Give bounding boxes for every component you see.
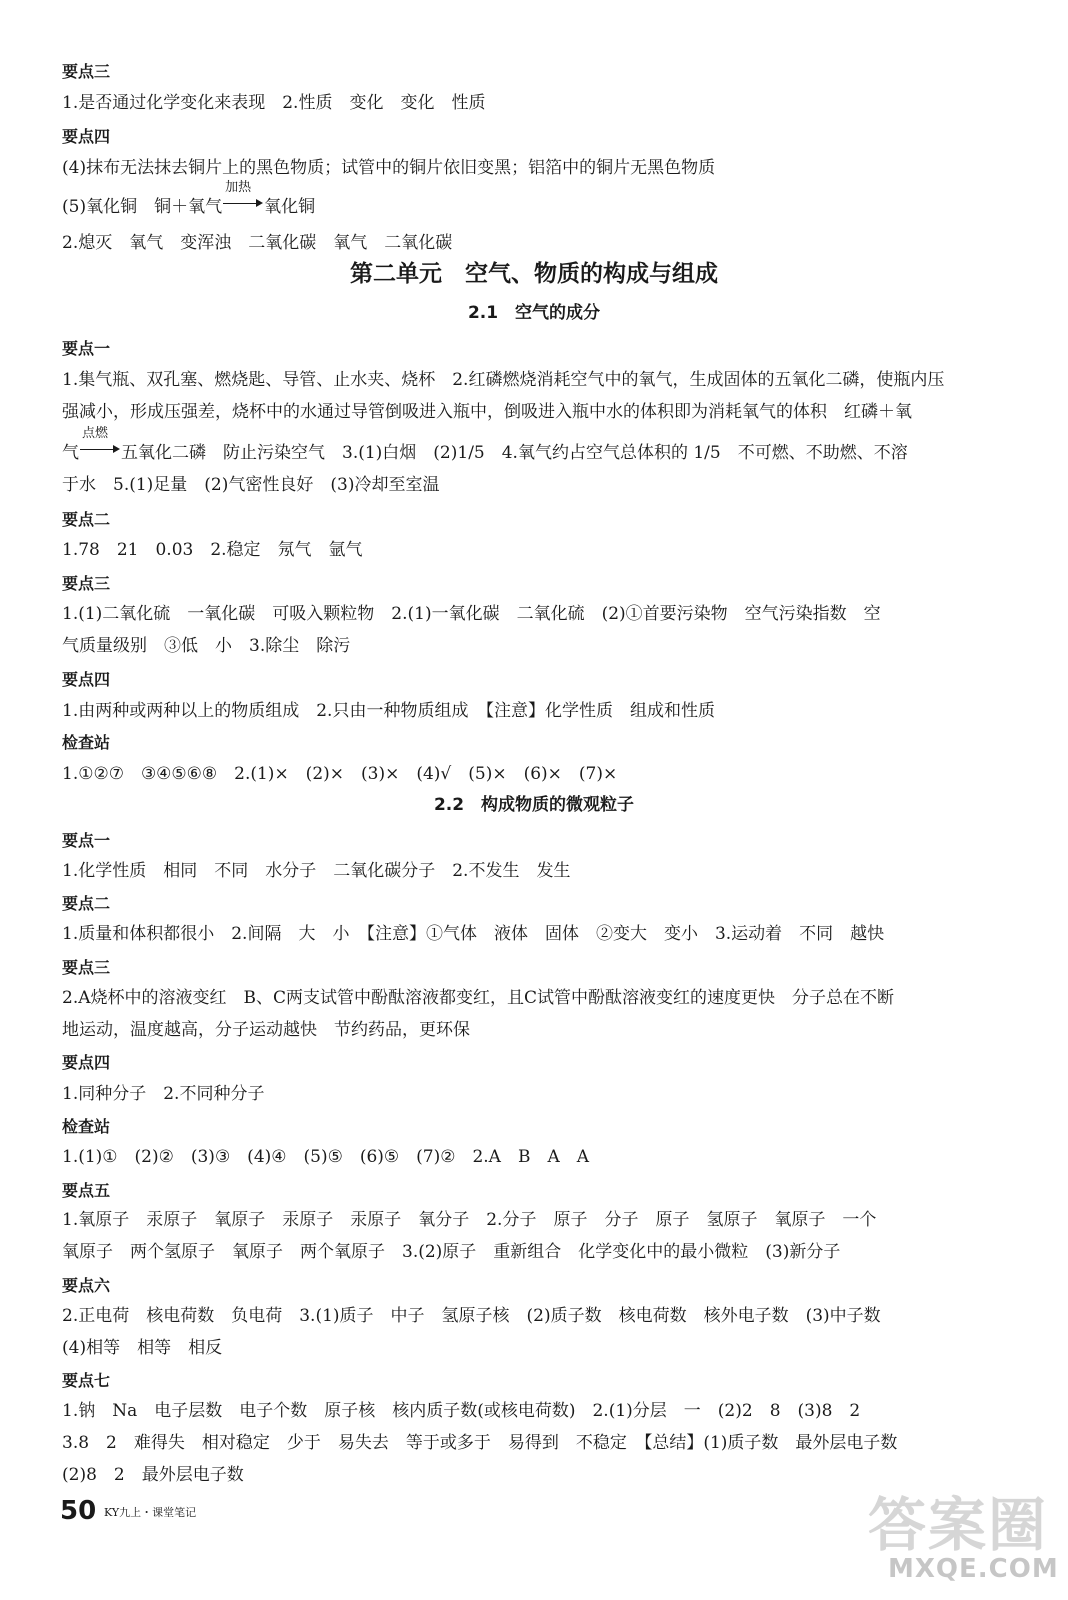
section-heading: 要点三	[62, 574, 111, 593]
answer-line: 1.①②⑦ ③④⑤⑥⑧ 2.(1)× (2)× (3)× (4)√ (5)× (6)× (7)×	[62, 764, 618, 784]
answer-paragraph	[62, 469, 1022, 501]
section-heading: 检查站	[62, 733, 111, 752]
equation-reactants: (5)氧化铜 铜＋氧气	[62, 197, 223, 217]
unit-title: 第二单元 空气、物质的构成与组成	[350, 261, 718, 287]
reaction-condition: 点燃	[82, 426, 109, 441]
answer-line: 3.8 2 难得失 相对稳定 少于 易失去 等于或多于 易得到 不稳定 【总结】(1)质子数 最外层电子数	[62, 1433, 898, 1453]
section-heading: 要点一	[62, 831, 111, 850]
site-watermark	[868, 1478, 1059, 1594]
answer-line: 1.是否通过化学变化来表现 2.性质 变化 变化 性质	[62, 93, 486, 113]
section-heading: 要点七	[62, 1371, 111, 1390]
equation-reactants: 气	[62, 443, 79, 463]
answer-line: 1.(1)① (2)② (3)③ (4)④ (5)⑤ (6)⑤ (7)② 2.A B A A	[62, 1147, 590, 1167]
section-heading: 要点五	[62, 1181, 111, 1200]
reaction-condition: 加热	[225, 180, 252, 195]
answer-line: 强减小，形成压强差，烧杯中的水通过导管倒吸进入瓶中，倒吸进入瓶中水的体积即为消耗氧气的体积 红磷＋氧	[62, 402, 912, 422]
watermark-logo-text: 答案圈	[868, 1491, 1049, 1559]
answer-paragraph	[62, 982, 1022, 1046]
answer-line: 1.钠 Na 电子层数 电子个数 原子核 核内质子数(或核电荷数) 2.(1)分层 一 (2)2 8 (3)8 2	[62, 1401, 861, 1421]
equation-products: 五氧化二磷 防止污染空气 3.(1)白烟 (2)1/5 4.氧气约占空气总体积的 1/5 不可燃、不助燃、不溶	[121, 443, 908, 463]
answer-paragraph	[62, 1078, 1022, 1110]
answer-line: 1.氧原子 汞原子 氧原子 汞原子 汞原子 氧分子 2.分子 原子 分子 原子 氢原子 氧原子 一个	[62, 1210, 877, 1230]
answer-line: 1.化学性质 相同 不同 水分子 二氧化碳分子 2.不发生 发生	[62, 861, 571, 881]
equation-products: 氧化铜	[264, 197, 316, 217]
section-heading: 要点二	[62, 510, 111, 529]
phosphorus-equation-line	[62, 426, 1022, 463]
answer-line: 1.集气瓶、双孔塞、燃烧匙、导管、止水夹、烧杯 2.红磷燃烧消耗空气中的氧气，生成固体的五氧化二磷，使瓶内压	[62, 370, 945, 390]
section-heading: 要点四	[62, 670, 111, 689]
answer-paragraph	[62, 918, 1022, 950]
answer-paragraph	[62, 758, 1022, 790]
section-heading: 要点四	[62, 127, 111, 146]
section-heading: 要点二	[62, 894, 111, 913]
arrow-head	[113, 445, 120, 453]
answer-paragraph	[62, 1395, 1022, 1491]
reaction-arrow	[80, 426, 120, 455]
answer-paragraph	[62, 364, 1022, 428]
section-heading: 要点三	[62, 62, 111, 81]
arrow-shaft	[80, 449, 116, 450]
answer-paragraph	[62, 598, 1022, 662]
answer-line: 1.由两种或两种以上的物质组成 2.只由一种物质组成 【注意】化学性质 组成和性质	[62, 701, 715, 721]
answer-paragraph	[62, 227, 1022, 259]
answer-line: 氧原子 两个氢原子 氧原子 两个氧原子 3.(2)原子 重新组合 化学变化中的最小微粒 (3)新分子	[62, 1242, 841, 1262]
answer-line: 2.熄灭 氧气 变浑浊 二氧化碳 氧气 二氧化碳	[62, 233, 453, 253]
answer-line: (4)相等 相等 相反	[62, 1338, 223, 1358]
answer-paragraph	[62, 1300, 1022, 1364]
page-number: 50	[60, 1496, 97, 1526]
answer-line: 1.质量和体积都很小 2.间隔 大 小 【注意】①气体 液体 固体 ②变大 变小 3.运动着 不同 越快	[62, 924, 885, 944]
answer-paragraph	[62, 1204, 1022, 1268]
reaction-arrow	[223, 180, 263, 209]
watermark-domain: MXQE.COM	[888, 1554, 1059, 1584]
arrow-head	[256, 199, 263, 207]
answer-line: 气质量级别 ③低 小 3.除尘 除污	[62, 636, 351, 656]
answer-line: 2.A烧杯中的溶液变红 B、C两支试管中酚酞溶液都变红，且C试管中酚酞溶液变红的速度更快 分子总在不断	[62, 988, 895, 1008]
copper-oxide-equation-line	[62, 180, 1022, 217]
answer-paragraph	[62, 534, 1022, 566]
answer-line: 地运动，温度越高，分子运动越快 节约药品，更环保	[62, 1020, 470, 1040]
book-series-label: KY九上・课堂笔记	[104, 1506, 197, 1519]
answer-line: 2.正电荷 核电荷数 负电荷 3.(1)质子 中子 氢原子核 (2)质子数 核电荷数 核外电子数 (3)中子数	[62, 1306, 881, 1326]
answer-line: (4)抹布无法抹去铜片上的黑色物质；试管中的铜片依旧变黑；铝箔中的铜片无黑色物质	[62, 158, 716, 178]
answer-paragraph	[62, 87, 1022, 119]
answer-line: 1.同种分子 2.不同种分子	[62, 1084, 265, 1104]
answer-line: 于水 5.(1)足量 (2)气密性良好 (3)冷却至室温	[62, 475, 440, 495]
section-heading: 要点四	[62, 1053, 111, 1072]
section-heading: 要点三	[62, 958, 111, 977]
arrow-shaft	[223, 203, 259, 204]
answer-paragraph	[62, 1141, 1022, 1173]
answer-paragraph	[62, 855, 1022, 887]
lesson-title: 2.1 空气的成分	[467, 303, 601, 323]
answer-line: (2)8 2 最外层电子数	[62, 1465, 244, 1485]
answer-line: 1.(1)二氧化硫 一氧化碳 可吸入颗粒物 2.(1)一氧化碳 二氧化硫 (2)①首要污染物 空气污染指数 空	[62, 604, 881, 624]
answer-paragraph	[62, 152, 1022, 184]
section-heading: 要点六	[62, 1276, 111, 1295]
answer-line: 1.78 21 0.03 2.稳定 氖气 氩气	[62, 540, 363, 560]
section-heading: 检查站	[62, 1117, 111, 1136]
section-heading: 要点一	[62, 339, 111, 358]
answer-paragraph	[62, 695, 1022, 727]
lesson-title: 2.2 构成物质的微观粒子	[433, 795, 635, 815]
